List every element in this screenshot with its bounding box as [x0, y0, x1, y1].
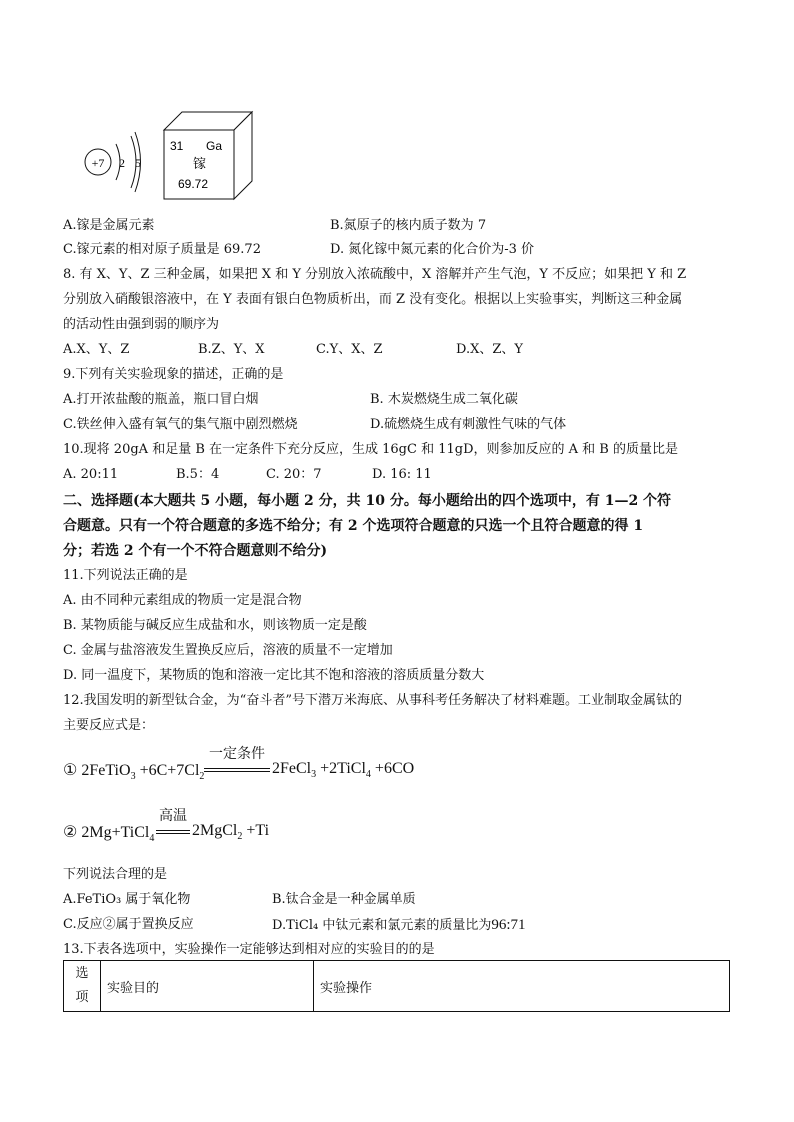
q10-option-b: B.5：4 [176, 467, 220, 482]
gallium-element-cube [160, 108, 255, 203]
q7-option-c: C.镓元素的相对原子质量是 69.72 [63, 242, 261, 257]
q10-option-d: D. 16: 11 [372, 467, 432, 482]
table-header-option: 选项 [64, 961, 101, 1012]
nitrogen-atom-diagram [80, 122, 150, 202]
q8-option-b: B.Z、Y、X [198, 342, 265, 357]
equation-2-right: 2MgCl$_2$ +Ti [192, 822, 270, 843]
q12-option-d: D.TiCl₄ 中钛元素和氯元素的质量比为96:71 [272, 917, 526, 933]
q12-stem: 下列说法合理的是 [63, 867, 168, 882]
q10-option-a: A. 20:11 [63, 467, 119, 482]
q8-option-c: C.Y、X、Z [316, 342, 383, 357]
equation-1-equals-sign [204, 768, 270, 772]
equation-1-condition: 一定条件 [209, 746, 265, 762]
q11-option-b: B. 某物质能与碱反应生成盐和水，则该物质一定是酸 [63, 618, 367, 633]
q7-option-b: B.氮原子的核内质子数为 7 [330, 218, 487, 233]
q9-option-a: A.打开浓盐酸的瓶盖，瓶口冒白烟 [63, 392, 259, 407]
equation-1-right: 2FeCl$_3$ +2TiCl$_4$ +6CO [272, 760, 415, 781]
q12-line-2: 主要反应式是： [63, 718, 155, 733]
q12-option-a: A.FeTiO₃ 属于氧化物 [63, 892, 191, 907]
atom-nucleus-label: +7 [91, 156, 105, 170]
atomic-number: 31 [170, 139, 184, 153]
q10-option-c: C. 20：7 [266, 467, 322, 482]
q12-option-c: C.反应②属于置换反应 [63, 917, 194, 932]
table-header-purpose: 实验目的 [101, 961, 314, 1012]
q8-line-1: 8. 有 X、Y、Z 三种金属，如果把 X 和 Y 分别放入浓硫酸中，X 溶解并产生气泡，Y 不反应；如果把 Y 和 Z [63, 267, 687, 282]
equation-2-condition: 高温 [159, 808, 187, 824]
q8-option-a: A.X、Y、Z [63, 342, 130, 357]
q9-option-c: C.铁丝伸入盛有氧气的集气瓶中剧烈燃烧 [63, 417, 298, 432]
shell-1-electrons: 2 [119, 156, 125, 170]
equation-2-equals-sign [156, 830, 190, 834]
q8-line-3: 的活动性由强到弱的顺序为 [63, 317, 220, 332]
q8-option-d: D.X、Z、Y [456, 342, 523, 357]
section-2-heading-line-1: 二、选择题(本大题共 5 小题，每小题 2 分，共 10 分。每小题给出的四个选项中，有 1—2 个符 [63, 493, 672, 509]
q8-line-2: 分别放入硝酸银溶液中，在 Y 表面有银白色物质析出，而 Z 没有变化。根据以上实验事实，判断这三种金属 [63, 292, 683, 307]
atomic-mass: 69.72 [178, 177, 209, 191]
q12-option-b: B.钛合金是一种金属单质 [272, 892, 416, 907]
section-2-heading-line-3: 分；若选 2 个有一个不符合题意则不给分) [63, 543, 328, 559]
q13-stem: 13.下表各选项中，实验操作一定能够达到相对应的实验目的的是 [63, 942, 435, 957]
equation-2-left: ② 2Mg+TiCl$_4$ [63, 824, 155, 845]
q11-stem: 11.下列说法正确的是 [63, 568, 188, 583]
q7-option-a: A.镓是金属元素 [63, 218, 155, 233]
q9-option-b: B. 木炭燃烧生成二氧化碳 [370, 392, 518, 407]
table-header-operation: 实验操作 [314, 961, 730, 1012]
q11-option-c: C. 金属与盐溶液发生置换反应后，溶液的质量不一定增加 [63, 643, 393, 658]
q11-option-d: D. 同一温度下，某物质的饱和溶液一定比其不饱和溶液的溶质质量分数大 [63, 668, 485, 683]
q11-option-a: A. 由不同种元素组成的物质一定是混合物 [63, 593, 302, 608]
equation-1-left: ① 2FeTiO$_3$ $+6C+7Cl_2$ [63, 762, 205, 783]
shell-2-electrons: 5 [135, 156, 141, 170]
element-name: 镓 [193, 157, 207, 172]
q7-option-d: D. 氮化镓中氮元素的化合价为-3 价 [330, 242, 535, 257]
q12-line-1: 12.我国发明的新型钛合金，为“奋斗者”号下潜万米海底、从事科考任务解决了材料难题。工业制取金属钛的 [63, 693, 682, 708]
q10-stem: 10.现将 20gA 和足量 B 在一定条件下充分反应，生成 16gC 和 11gD，则参加反应的 A 和 B 的质量比是 [63, 442, 678, 457]
q9-option-d: D.硫燃烧生成有刺激性气味的气体 [370, 417, 567, 432]
element-symbol: Ga [206, 139, 223, 153]
section-2-heading-line-2: 合题意。只有一个符合题意的多选不给分；有 2 个选项符合题意的只选一个且符合题意的得 1 [63, 518, 644, 534]
q13-table [63, 960, 730, 1012]
q9-stem: 9.下列有关实验现象的描述，正确的是 [63, 367, 284, 382]
table-header-row [64, 961, 730, 1012]
